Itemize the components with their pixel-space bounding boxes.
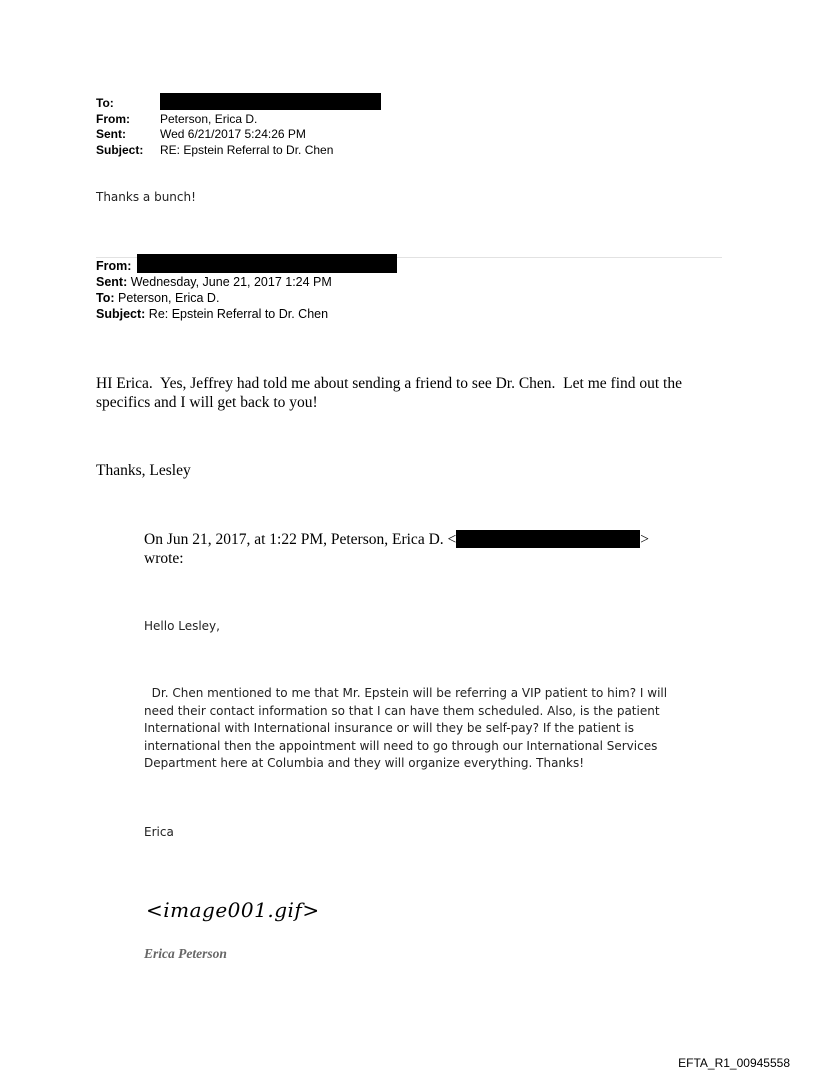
quoted-body-line-3: International with International insurance or will they be self-pay? If the patient is bbox=[144, 721, 635, 736]
fwd-sent-label: Sent: bbox=[96, 275, 128, 289]
quoted-body bbox=[144, 685, 704, 773]
redaction-email bbox=[456, 530, 640, 548]
quoted-body-line-4: international then the appointment will need to go through our International Services bbox=[144, 738, 658, 753]
quoted-intro-suffix: > bbox=[640, 531, 650, 548]
fwd-subject-value: Re: Epstein Referral to Dr. Chen bbox=[148, 307, 329, 321]
quoted-greeting: Hello Lesley, bbox=[144, 619, 220, 633]
reply-body: Thanks a bunch! bbox=[96, 190, 196, 204]
redaction-fwd-from bbox=[137, 254, 397, 273]
quoted-signature: Erica bbox=[144, 825, 174, 839]
fwd-sent-value: Wednesday, June 21, 2017 1:24 PM bbox=[130, 275, 332, 289]
sent-label: Sent: bbox=[96, 127, 126, 141]
email-header bbox=[96, 96, 496, 160]
quoted-intro bbox=[144, 530, 724, 568]
quoted-wrote: wrote: bbox=[144, 550, 184, 567]
signature-name: Erica Peterson bbox=[144, 946, 227, 961]
document-id: EFTA_R1_00945558 bbox=[678, 1056, 790, 1070]
subject-value: RE: Epstein Referral to Dr. Chen bbox=[160, 143, 334, 157]
fwd-to-label: To: bbox=[96, 291, 115, 305]
fwd-to-row bbox=[96, 290, 219, 306]
quoted-intro-line bbox=[144, 530, 724, 549]
redaction-to bbox=[160, 93, 381, 110]
lesley-line-2: specifics and I will get back to you! bbox=[96, 394, 318, 411]
quoted-intro-prefix: On Jun 21, 2017, at 1:22 PM, Peterson, Erica D. < bbox=[144, 531, 457, 548]
fwd-subject-row bbox=[96, 306, 328, 322]
fwd-sent-row bbox=[96, 274, 332, 290]
from-label: From: bbox=[96, 112, 130, 126]
image-placeholder: <image001.gif> bbox=[146, 898, 320, 922]
quoted-body-line-5: Department here at Columbia and they will organize everything. Thanks! bbox=[144, 756, 585, 771]
fwd-from-row bbox=[96, 258, 131, 274]
quoted-body-line-2: need their contact information so that I can have them scheduled. Also, is the patient bbox=[144, 703, 660, 718]
fwd-from-label: From: bbox=[96, 259, 132, 273]
sent-value: Wed 6/21/2017 5:24:26 PM bbox=[160, 127, 306, 141]
fwd-subject-label: Subject: bbox=[96, 307, 146, 321]
subject-label: Subject: bbox=[96, 143, 144, 157]
lesley-message bbox=[96, 374, 736, 412]
fwd-to-value: Peterson, Erica D. bbox=[118, 291, 220, 305]
from-value: Peterson, Erica D. bbox=[160, 112, 258, 126]
lesley-line-1: HI Erica. Yes, Jeffrey had told me about sending a friend to see Dr. Chen. Let me find out the bbox=[96, 375, 682, 392]
quoted-body-line-1: Dr. Chen mentioned to me that Mr. Epstein will be referring a VIP patient to him? I will bbox=[144, 686, 668, 700]
to-label: To: bbox=[96, 96, 114, 110]
lesley-signoff: Thanks, Lesley bbox=[96, 462, 191, 479]
forwarded-header bbox=[96, 258, 596, 328]
